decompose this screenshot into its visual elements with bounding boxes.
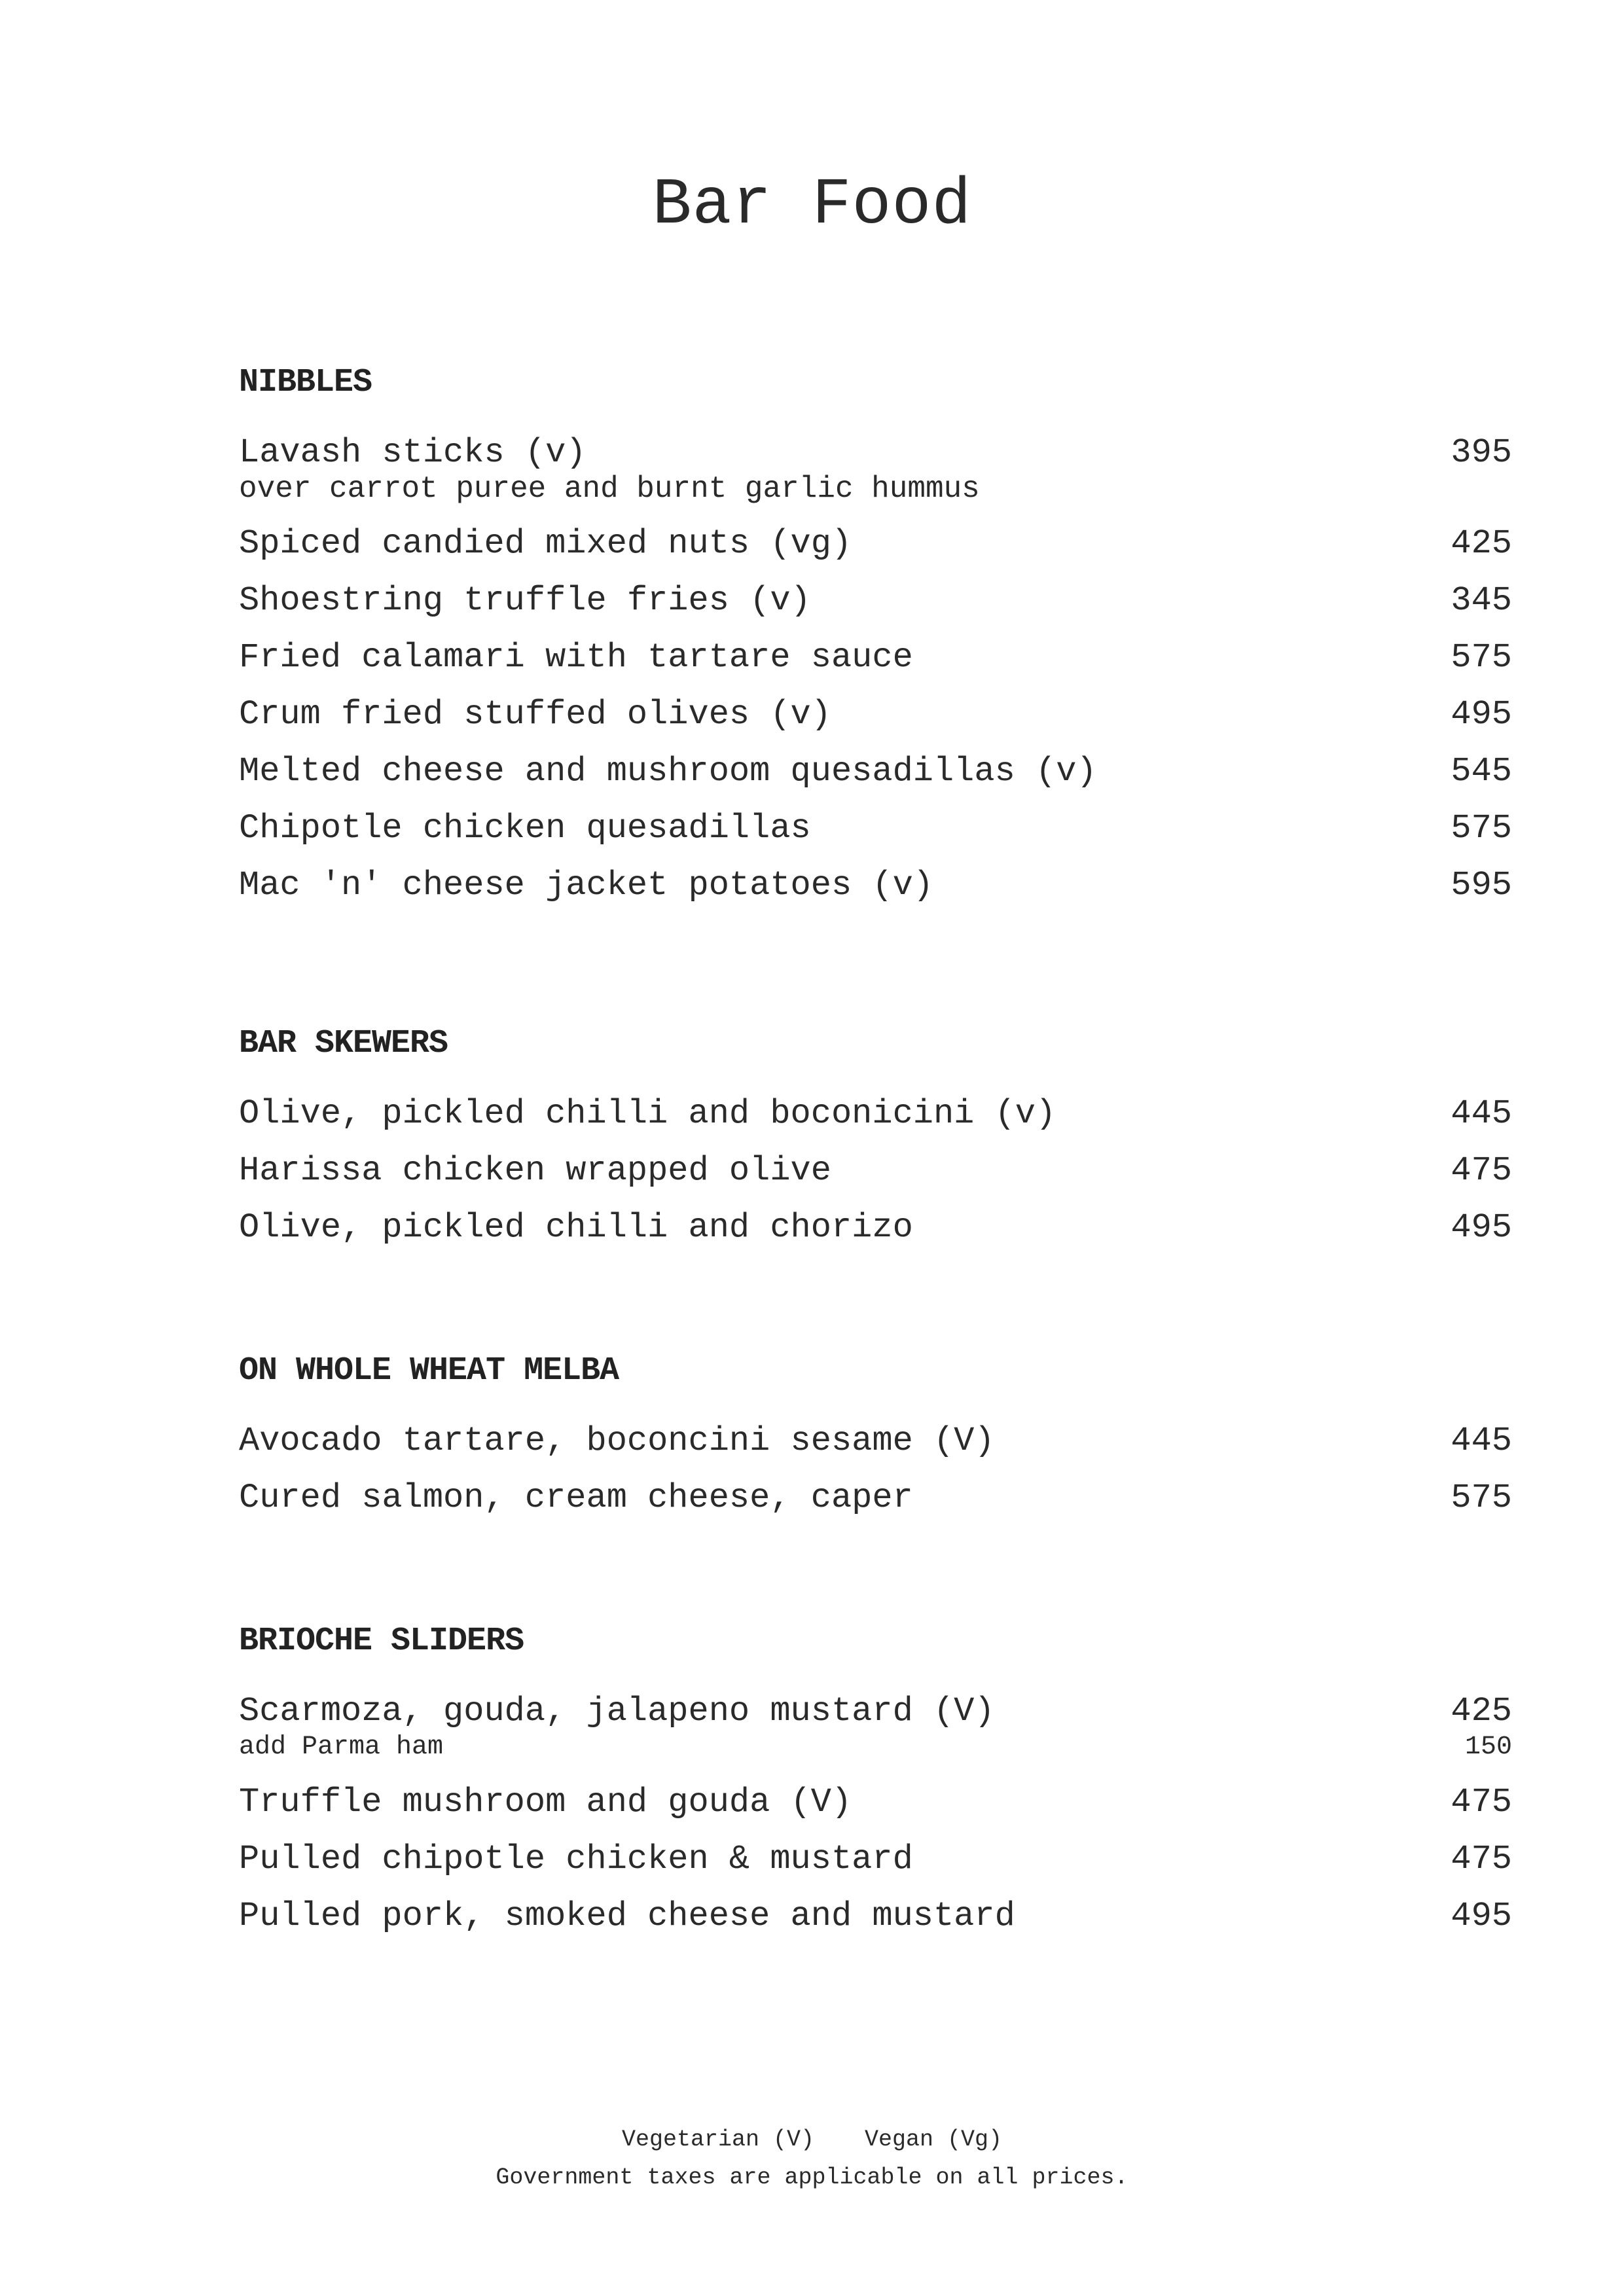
item-name: Harissa chicken wrapped olive [239,1151,831,1190]
item-price: 425 [1451,1692,1512,1731]
section-bar-skewers [239,1024,1512,1266]
item-price: 345 [1451,581,1512,620]
tax-note: Government taxes are applicable on all prices. [496,2164,1128,2191]
item-price: 445 [1451,1094,1512,1133]
item-price: 395 [1451,433,1512,472]
section-title: BRIOCHE SLIDERS [239,1623,524,1660]
item-price: 495 [1451,1897,1512,1935]
item-price: 575 [1451,809,1512,848]
menu-item [239,1095,1512,1133]
section-nibbles [239,363,1512,924]
footer [0,2121,1624,2197]
item-price: 595 [1451,866,1512,905]
item-name: Pulled pork, smoked cheese and mustard [239,1897,1015,1935]
item-name: Fried calamari with tartare sauce [239,638,913,677]
item-price: 425 [1451,524,1512,563]
page-title: Bar Food [652,169,972,243]
item-name: Lavash sticks (v) [239,433,586,472]
menu-item [239,434,1512,506]
item-price: 475 [1451,1783,1512,1821]
item-name: Melted cheese and mushroom quesadillas (v) [239,752,1097,791]
item-price: 475 [1451,1840,1512,1878]
item-price: 445 [1451,1422,1512,1460]
item-name: Pulled chipotle chicken & mustard [239,1840,913,1878]
section-title: NIBBLES [239,364,372,401]
dietary-legend [0,2121,1624,2159]
item-name: Olive, pickled chilli and boconicini (v) [239,1094,1056,1133]
item-price: 575 [1451,638,1512,677]
item-price: 475 [1451,1151,1512,1190]
item-price: 545 [1451,752,1512,791]
menu-item [239,1422,1512,1460]
item-name: Mac 'n' cheese jacket potatoes (v) [239,866,933,905]
item-name: Chipotle chicken quesadillas [239,809,811,848]
menu-item [239,525,1512,563]
menu-item [239,1209,1512,1247]
item-price: 495 [1451,695,1512,734]
menu-item [239,696,1512,734]
menu-item [239,1840,1512,1878]
item-addon-price: 150 [1464,1732,1512,1762]
item-addon: add Parma ham [239,1732,444,1762]
item-name: Crum fried stuffed olives (v) [239,695,831,734]
section-title: BAR SKEWERS [239,1025,448,1062]
section-brioche-sliders [239,1622,1512,1954]
item-name: Truffle mushroom and gouda (V) [239,1783,852,1821]
menu-item [239,810,1512,848]
menu-item [239,1897,1512,1935]
item-name: Scarmoza, gouda, jalapeno mustard (V) [239,1692,995,1731]
menu-item [239,1693,1512,1765]
item-name: Shoestring truffle fries (v) [239,581,811,620]
menu-item [239,582,1512,620]
menu-item [239,1152,1512,1190]
item-name: Avocado tartare, boconcini sesame (V) [239,1422,995,1460]
item-name: Cured salmon, cream cheese, caper [239,1479,913,1517]
item-price: 575 [1451,1479,1512,1517]
item-description: over carrot puree and burnt garlic hummus [239,472,980,506]
menu-item [239,639,1512,677]
item-name: Olive, pickled chilli and chorizo [239,1208,913,1247]
menu-item [239,1479,1512,1517]
vegetarian-legend: Vegetarian (V) [621,2126,814,2153]
section-whole-wheat-melba [239,1352,1512,1536]
menu-item [239,753,1512,791]
item-name: Spiced candied mixed nuts (vg) [239,524,852,563]
menu-item [239,867,1512,905]
section-title: ON WHOLE WHEAT MELBA [239,1352,619,1390]
vegan-legend: Vegan (Vg) [865,2126,1003,2153]
menu-item [239,1784,1512,1821]
item-price: 495 [1451,1208,1512,1247]
